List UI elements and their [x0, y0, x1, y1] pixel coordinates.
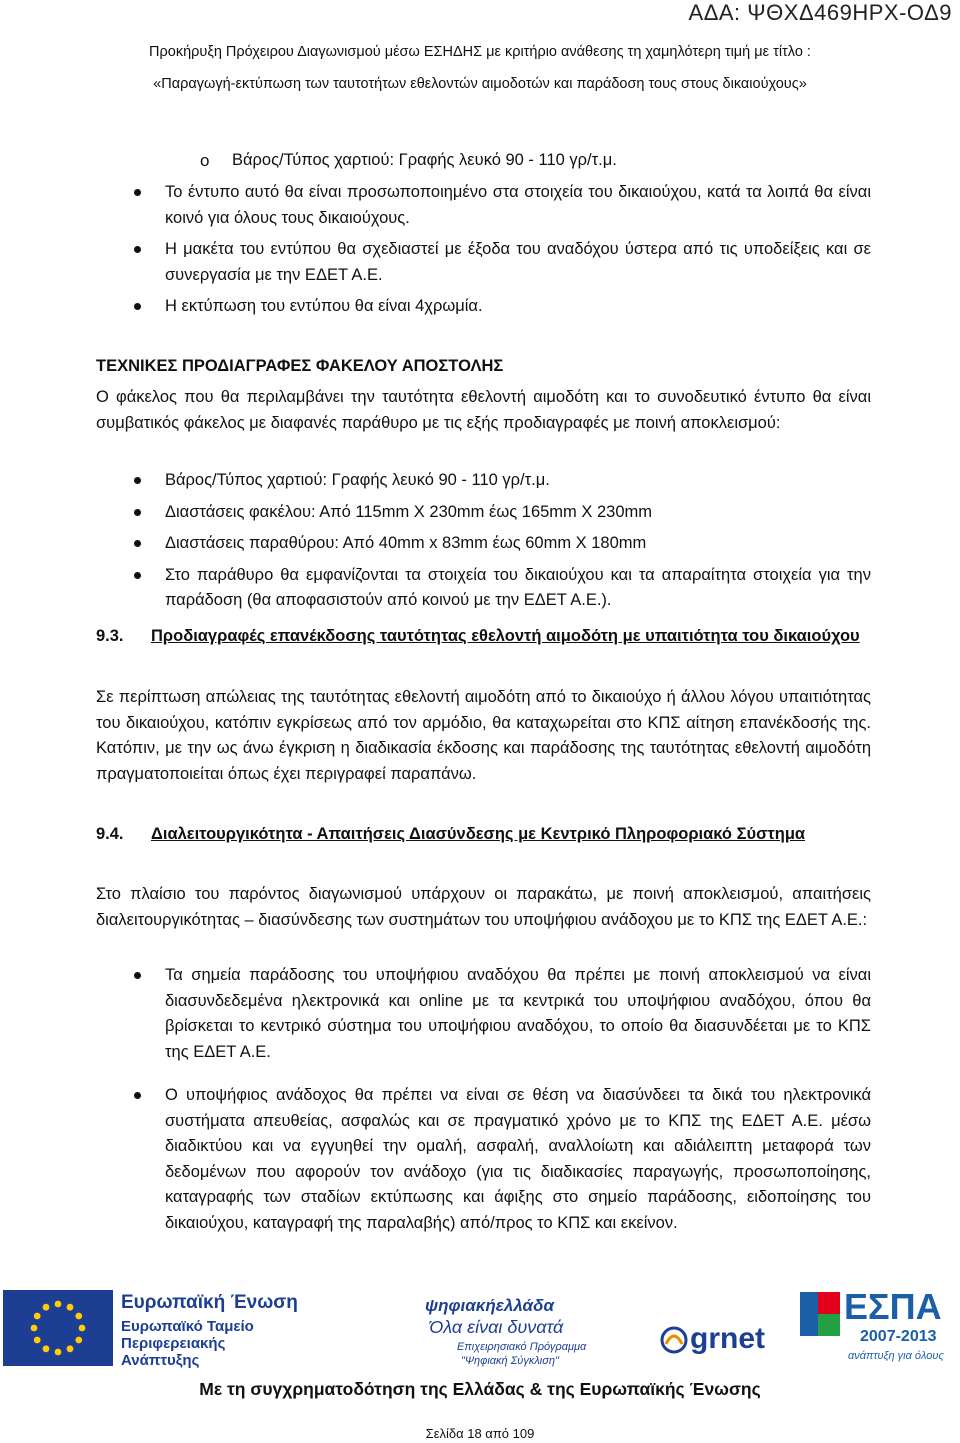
eu-star-icon — [34, 1313, 41, 1320]
grnet-text: grnet — [690, 1322, 765, 1355]
grnet-logo — [660, 1320, 770, 1360]
eu-flag-icon — [3, 1290, 113, 1366]
cofunding-note: Με τη συγχρηματοδότηση της Ελλάδας & της Ευρωπαϊκής Ένωσης — [199, 1379, 761, 1399]
list-item: Διαστάσεις παραθύρου: Από 40mm x 83mm έως 60mm Χ 180mm — [165, 531, 871, 557]
espa-text: ΕΣΠΑ — [844, 1286, 942, 1327]
interop-bullet-list — [165, 963, 871, 1242]
section-9-4-body: Στο πλαίσιο του παρόντος διαγωνισμού υπάρχουν οι παρακάτω, με ποινή αποκλεισμού, απαιτήσεις διαλειτουργικότητας – διασύνδεσης των συστημάτων του υποψήφιου ανάδοχου με το ΚΠΣ της ΕΔΕΤ Α.Ε.: — [96, 885, 871, 929]
list-item: Βάρος/Τύπος χαρτιού: Γραφής λευκό 90 - 110 γρ/τ.μ. — [165, 468, 871, 494]
bullet-icon — [134, 303, 141, 310]
eu-star-icon — [67, 1304, 74, 1311]
list-item: Στο παράθυρο θα εμφανίζονται τα στοιχεία του δικαιούχου και τα απαραίτητα στοιχεία για την παράδοση (θα αποφασιστούν από κοινού με την ΕΔΕΤ Α.Ε.). — [165, 563, 871, 614]
espa-years: 2007-2013 — [860, 1328, 937, 1345]
eu-fund-line-2: Περιφερειακής — [121, 1335, 226, 1352]
eu-star-icon — [55, 1349, 62, 1356]
grnet-swirl-icon — [660, 1326, 688, 1354]
envelope-intro: Ο φάκελος που θα περιλαμβάνει την ταυτότητα εθελοντή αιμοδότη και το συνοδευτικό έντυπο θα είναι συμβατικός φάκελος με διαφανές παράθυρο με τις εξής προδιαγραφές με ποινή αποκλεισμού: — [96, 388, 871, 432]
list-item: Η μακέτα του εντύπου θα σχεδιαστεί με έξοδα του αναδόχου ύστερα από τις υποδείξεις και σε συνεργασία με την ΕΔΕΤ Α.Ε. — [165, 237, 871, 288]
envelope-heading: ΤΕΧΝΙΚΕΣ ΠΡΟΔΙΑΓΡΑΦΕΣ ΦΑΚΕΛΟΥ ΑΠΟΣΤΟΛΗΣ — [96, 357, 504, 375]
digital-greece-program: Επιχειρησιακό Πρόγραμμα — [457, 1341, 587, 1353]
bullet-icon — [134, 477, 141, 484]
envelope-bullet-list — [165, 468, 871, 620]
list-item: Τα σημεία παράδοσης του υποψήφιου αναδόχου θα πρέπει με ποινή αποκλεισμού να είναι διασυνδεδεμένα ηλεκτρονικά και online με τα κεντρικά του υποψήφιου αναδόχου, όπου θα βρίσκεται το κεντρικό σύστημα του υποψήφιου αναδόχου, το οποίο θα διασυνδέεται με το ΚΠΣ της ΕΔΕΤ Α.Ε. — [165, 963, 871, 1065]
header-line-2: «Παραγωγή-εκτύπωση των ταυτοτήτων εθελοντών αιμοδοτών και παράδοση τους στους δικαιούχους» — [153, 76, 807, 92]
section-title: Διαλειτουργικότητα - Απαιτήσεις Διασύνδεσης με Κεντρικό Πληροφοριακό Σύστημα — [151, 825, 806, 843]
section-number: 9.4. — [96, 825, 124, 843]
bullet-icon — [134, 189, 141, 196]
eu-star-icon — [79, 1325, 86, 1332]
circle-bullet-icon: o — [200, 151, 210, 170]
eu-star-icon — [55, 1301, 62, 1308]
eu-star-icon — [67, 1345, 74, 1352]
eu-star-icon — [34, 1337, 41, 1344]
eu-fund-line-3: Ανάπτυξης — [121, 1352, 200, 1369]
eu-star-icon — [75, 1337, 82, 1344]
eu-star-icon — [43, 1304, 50, 1311]
paper-weight-subitem: o Βάρος/Τύπος χαρτιού: Γραφής λευκό 90 - 110 γρ/τ.μ. — [232, 148, 892, 174]
list-item: Ο υποψήφιος ανάδοχος θα πρέπει να είναι σε θέση να διασύνδεει τα δικά του ηλεκτρονικά συστήματα απευθείας, ασφαλώς και σε πραγματικό χρόνο με το ΚΠΣ της ΕΔΕΤ Α.Ε. μέσω διαδικτύου και να εγγυηθεί την ομαλή, ασφαλή, αναλλοίωτη και αδιάλειπτη μεταφορά των δεδομένων που αφορούν τον ανάδοχο (για τις διαδικασίες παραγωγής, προσωποποίησης, καταγραφής των σταδίων εκτύπωσης και άφιξης στο σημείο παράδοσης, ειδοποίησης του δικαιούχου, καταγραφή της παραλαβής) από/προς το ΚΠΣ και εκείνον. — [165, 1083, 871, 1236]
eu-star-icon — [31, 1325, 38, 1332]
espa-flag-icon — [800, 1292, 840, 1336]
bullet-icon — [134, 972, 141, 979]
espa-tagline: ανάπτυξη για όλους — [848, 1350, 944, 1362]
eu-logo — [3, 1290, 303, 1370]
section-9-3-body: Σε περίπτωση απώλειας της ταυτότητας εθελοντή αιμοδότη από το δικαιούχο ή άλλου λόγου υπαιτιότητας του δικαιούχου, κατόπιν εγκρίσεως από τον αρμόδιο, θα καταχωρείται στο ΚΠΣ αίτηση επανέκδοσής της. Κατόπιν, με την ως άνω έγκριση η διαδικασία έκδοσης και παράδοσης της ταυτότητας εθελοντή αιμοδότη πραγματοποιείται όπως έχει περιγραφεί παραπάνω. — [96, 688, 871, 783]
digital-greece-program-name: "Ψηφιακή Σύγκλιση" — [461, 1355, 559, 1367]
eu-fund-line-1: Ευρωπαϊκό Ταμείο — [121, 1318, 254, 1335]
page-number: Σελίδα 18 από 109 — [425, 1426, 535, 1441]
bullet-icon — [134, 246, 141, 253]
eu-star-icon — [75, 1313, 82, 1320]
digital-greece-slogan: Όλα είναι δυνατά — [429, 1317, 564, 1337]
list-item: Το έντυπο αυτό θα είναι προσωποποιημένο στα στοιχεία του δικαιούχου, κατά τα λοιπά θα είναι κοινό για όλους τους δικαιούχους. — [165, 180, 871, 231]
header-line-1: Προκήρυξη Πρόχειρου Διαγωνισμού μέσω ΕΣΗΔΗΣ με κριτήριο ανάθεσης τη χαμηλότερη τιμή με τίτλο : — [149, 44, 811, 60]
eu-logo-text: Ευρωπαϊκή Ένωση — [121, 1292, 298, 1313]
espa-logo — [800, 1286, 958, 1370]
section-9-3-heading — [96, 624, 871, 676]
bullet-icon — [134, 509, 141, 516]
digital-greece-logo — [425, 1296, 625, 1370]
ada-code: ΑΔΑ: ΨΘΧΔ469ΗΡΧ-ΟΔ9 — [688, 0, 952, 25]
section-title: Προδιαγραφές επανέκδοσης ταυτότητας εθελοντή αιμοδότη με υπαιτιότητα του δικαιούχου — [151, 627, 860, 645]
section-number: 9.3. — [96, 627, 124, 645]
list-item: Διαστάσεις φακέλου: Από 115mm Χ 230mm έως 165mm Χ 230mm — [165, 500, 871, 526]
bullet-icon — [134, 540, 141, 547]
eu-star-icon — [43, 1345, 50, 1352]
list-item: Η εκτύπωση του εντύπου θα είναι 4χρωμία. — [165, 294, 871, 320]
bullet-icon — [134, 572, 141, 579]
section-9-4-heading — [96, 822, 871, 874]
top-bullet-list — [165, 180, 871, 326]
bullet-icon — [134, 1092, 141, 1099]
digital-greece-brand: ψηφιακήελλάδα — [425, 1296, 555, 1315]
